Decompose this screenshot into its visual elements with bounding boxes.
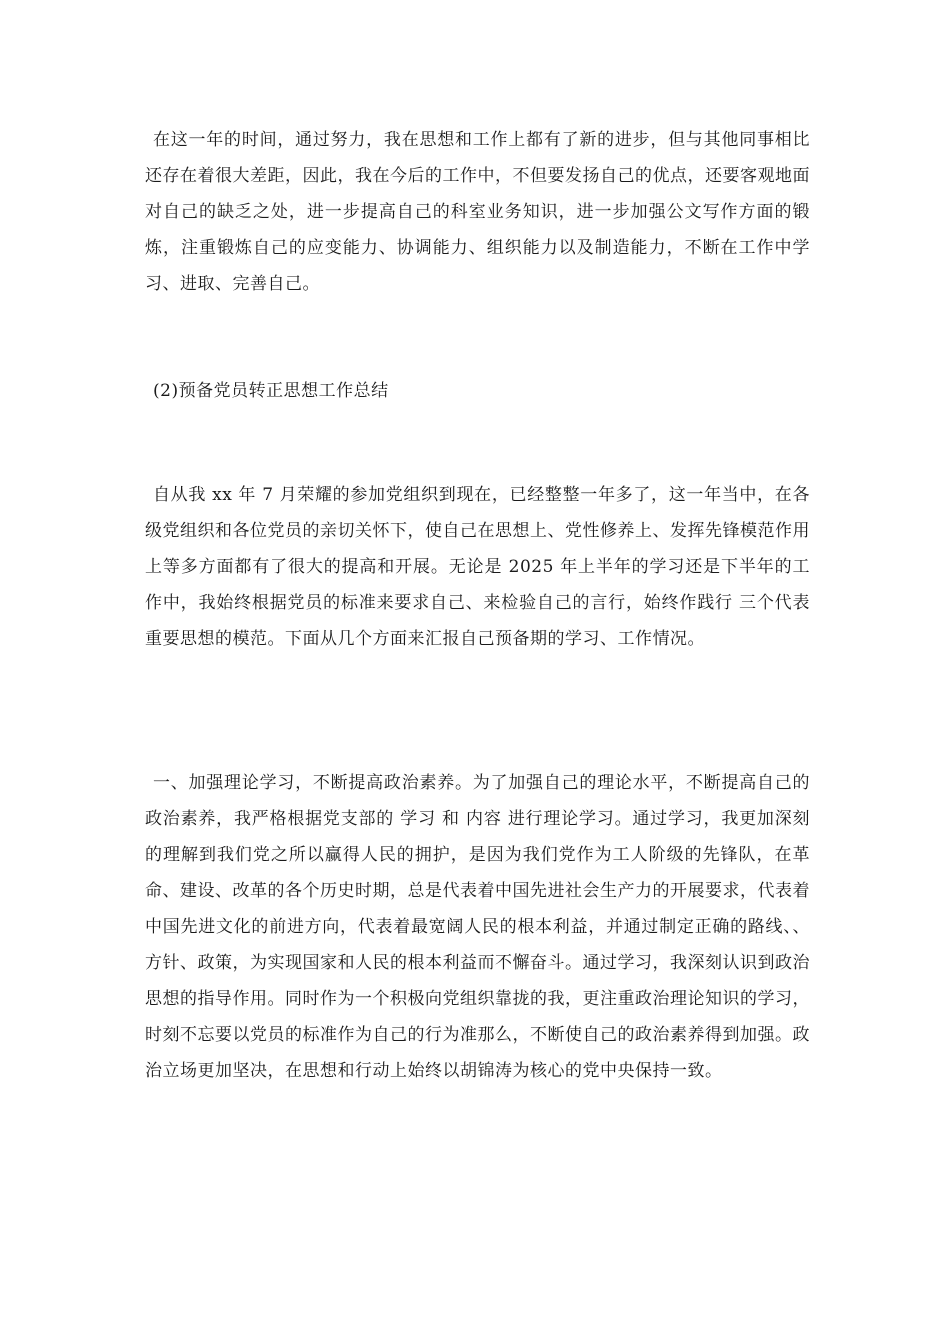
paragraph-party-membership: 自从我 xx 年 7 月荣耀的参加党组织到现在，已经整整一年多了，这一年当中，在各级党组织和各位党员的亲切关怀下，使自己在思想上、党性修养上、发挥先锋模范作用上等多方面都有了很大的提高和开展。无论是 2025 年上半年的学习还是下半年的工作中，我始终根据党员的标准来要求自己、来检验自己的言行，始终作践行 三个代表 重要思想的模范。下面从几个方面来汇报自己预备期的学习、工作情况。: [145, 485, 810, 649]
paragraph-theory-study: 一、加强理论学习，不断提高政治素养。为了加强自己的理论水平，不断提高自己的政治素养，我严格根据党支部的 学习 和 内容 进行理论学习。通过学习，我更加深刻的理解到我们党之所以赢得人民的拥护，是因为我们党作为工人阶级的先锋队，在革命、建设、改革的各个历史时期，总是代表着中国先进社会生产力的开展要求，代表着中国先进文化的前进方向，代表着最宽阔人民的根本利益，并通过制定正确的路线、、方针、政策，为实现国家和人民的根本利益而不懈奋斗。通过学习，我深刻认识到政治思想的指导作用。同时作为一个积极向党组织靠拢的我，更注重政治理论知识的学习，时刻不忘要以党员的标准作为自己的行为准那么，不断使自己的政治素养得到加强。政治立场更加坚决，在思想和行动上始终以胡锦涛为核心的党中央保持一致。: [145, 773, 810, 1081]
section-heading: (2)预备党员转正思想工作总结: [153, 381, 389, 401]
paragraph-self-improvement: 在这一年的时间，通过努力，我在思想和工作上都有了新的进步，但与其他同事相比还存在着很大差距，因此，我在今后的工作中，不但要发扬自己的优点，还要客观地面对自己的缺乏之处，进一步提高自己的科室业务知识，进一步加强公文写作方面的锻炼，注重锻炼自己的应变能力、协调能力、组织能力以及制造能力，不断在工作中学习、进取、完善自己。: [145, 130, 810, 294]
